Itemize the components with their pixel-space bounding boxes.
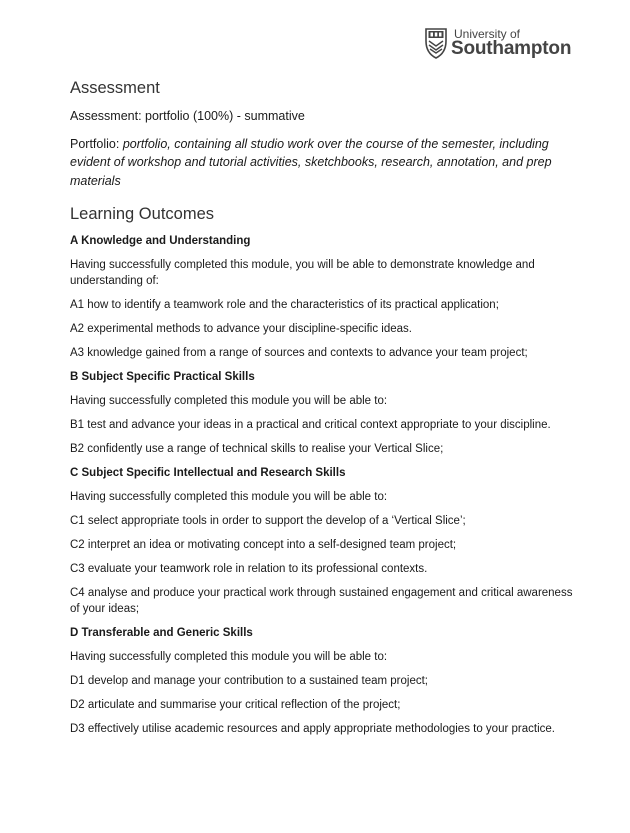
outcome-item: A1 how to identify a teamwork role and the characteristics of its practical application; — [70, 299, 499, 311]
outcome-item: B2 confidently use a range of technical skills to realise your Vertical Slice; — [70, 443, 444, 455]
learning-outcomes-heading: Learning Outcomes — [70, 205, 214, 223]
logo-line-1: University of — [454, 27, 521, 41]
section-title: C Subject Specific Intellectual and Research Skills — [70, 467, 346, 479]
section-d — [70, 625, 575, 737]
outcome-item: C4 analyse and produce your practical work through sustained engagement and critical awareness of your ideas; — [70, 587, 573, 615]
section-intro: Having successfully completed this module you will be able to: — [70, 491, 388, 503]
outcome-item: C1 select appropriate tools in order to support the develop of a ‘Vertical Slice’; — [70, 515, 466, 527]
section-title: D Transferable and Generic Skills — [70, 627, 253, 639]
assessment-line: Assessment: portfolio (100%) - summative — [70, 109, 305, 123]
university-logo — [424, 27, 576, 61]
section-title: B Subject Specific Practical Skills — [70, 371, 255, 383]
section-intro: Having successfully completed this module you will be able to: — [70, 651, 388, 663]
section-title: A Knowledge and Understanding — [70, 235, 251, 247]
section-intro: Having successfully completed this module, you will be able to demonstrate knowledge and understanding of: — [70, 259, 535, 287]
document-body — [70, 78, 575, 745]
portfolio-label: Portfolio: — [70, 136, 123, 151]
section-c — [70, 465, 575, 617]
logo-line-2: Southampton — [451, 38, 572, 59]
outcome-item: B1 test and advance your ideas in a practical and critical context appropriate to your discipline. — [70, 419, 551, 431]
assessment-heading: Assessment — [70, 79, 160, 97]
outcome-item: C2 interpret an idea or motivating concept into a self-designed team project; — [70, 539, 457, 551]
outcome-item: A3 knowledge gained from a range of sources and contexts to advance your team project; — [70, 347, 528, 359]
outcome-item: D3 effectively utilise academic resources and apply appropriate methodologies to your practice. — [70, 723, 555, 735]
portfolio-description: portfolio, containing all studio work over the course of the semester, including evident of workshop and tutorial activities, sketchbooks, research, annotation, and prep materials — [70, 136, 552, 188]
section-a — [70, 233, 575, 361]
section-b — [70, 369, 575, 457]
section-intro: Having successfully completed this module you will be able to: — [70, 395, 388, 407]
outcome-item: D1 develop and manage your contribution to a sustained team project; — [70, 675, 428, 687]
outcome-item: C3 evaluate your teamwork role in relation to its professional contexts. — [70, 563, 428, 575]
portfolio-paragraph — [70, 135, 575, 191]
outcome-item: D2 articulate and summarise your critical reflection of the project; — [70, 699, 401, 711]
crest-icon — [424, 27, 448, 60]
outcome-item: A2 experimental methods to advance your discipline-specific ideas. — [70, 323, 412, 335]
